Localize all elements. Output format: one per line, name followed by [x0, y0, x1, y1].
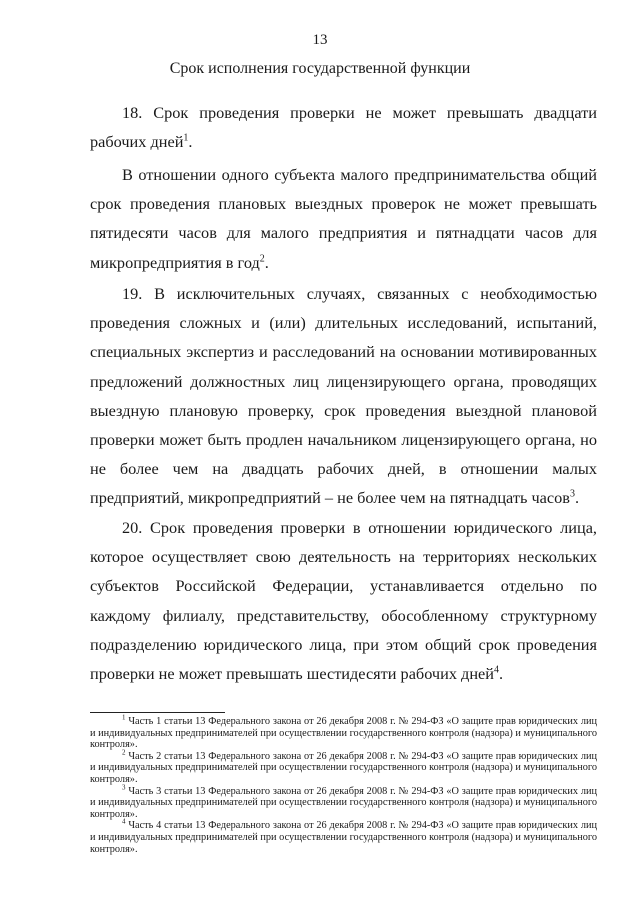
footnote-1-text: Часть 1 статьи 13 Федерального закона от 26 декабря 2008 г. № 294-ФЗ «О защите прав юридических лиц и индивидуальных предпринимателей при осуществлении государственного контроля (надзора) и муниципального контроля». — [90, 716, 597, 751]
footnote-ref-3[interactable]: 3 — [569, 489, 575, 500]
paragraph-19-text: 19. В исключительных случаях, связанных с необходимостью проведения сложных и (или) длительных исследований, испытаний, специальных экспертиз и расследований на основании мотивированных предложений должностных лиц лицензирующего органа, проводящих выездную плановую проверку, срок проведения выездной плановой проверки может быть продлен начальником лицензирующего органа, но не более чем на двадцать рабочих дней, в отношении малых предприятий, микропредприятий – не более чем на пятнадцать часов — [90, 284, 597, 508]
paragraph-18-continued-text: В отношении одного субъекта малого предпринимательства общий срок проведения плановых выездных проверок не может превышать пятидесяти часов для малого предприятия и пятнадцати часов для микропредприятия в год — [90, 165, 597, 272]
footnote-3 — [90, 783, 597, 821]
paragraph-18 — [90, 98, 597, 156]
footnote-ref-4[interactable]: 4 — [493, 664, 499, 676]
footnote-ref-2[interactable]: 2 — [259, 253, 265, 265]
footnote-ref-1[interactable]: 1 — [183, 132, 189, 144]
footnote-2-text: Часть 2 статьи 13 Федерального закона от 26 декабря 2008 г. № 294-ФЗ «О защите прав юридических лиц и индивидуальных предпринимателей при осуществлении государственного контроля (надзора) и муниципального контроля». — [90, 750, 597, 785]
footnote-4-number: 4 — [122, 817, 126, 826]
footnote-2-number: 2 — [122, 748, 126, 757]
footnotes — [90, 713, 597, 855]
paragraph-18-continued-end: . — [264, 252, 269, 272]
footnote-2 — [90, 748, 597, 786]
footnote-divider — [90, 712, 225, 713]
footnote-1-number: 1 — [122, 713, 126, 722]
paragraph-20-text: 20. Срок проведения проверки в отношении юридического лица, которое осуществляет свою деятельность на территориях нескольких субъектов Российской Федерации, устанавливается отдельно по каждому филиалу, представительству, обособленному структурному подразделению юридического лица, при этом общий срок проведения проверки не может превышать шестидесяти рабочих дней — [90, 518, 597, 684]
paragraph-19 — [90, 279, 597, 513]
footnote-4 — [90, 817, 597, 855]
page-number: 13 — [312, 32, 328, 48]
paragraph-18-end: . — [188, 132, 193, 152]
paragraph-20-end: . — [498, 664, 504, 684]
paragraph-18-text: 18. Срок проведения проверки не может превышать двадцати рабочих дней — [90, 103, 597, 152]
footnote-3-text: Часть 3 статьи 13 Федерального закона от 26 декабря 2008 г. № 294-ФЗ «О защите прав юридических лиц и индивидуальных предпринимателей при осуществлении государственного контроля (надзора) и муниципального контроля». — [90, 785, 597, 820]
footnote-4-text: Часть 4 статьи 13 Федерального закона от 26 декабря 2008 г. № 294-ФЗ «О защите прав юридических лиц и индивидуальных предпринимателей при осуществлении государственного контроля (надзора) и муниципального контроля». — [90, 820, 597, 855]
footnote-3-number: 3 — [122, 783, 126, 792]
paragraph-18-continued — [90, 160, 597, 277]
section-heading: Срок исполнения государственной функции — [169, 60, 471, 77]
paragraph-19-end: . — [574, 488, 580, 508]
footnote-1 — [90, 713, 597, 751]
paragraph-20 — [90, 513, 597, 688]
